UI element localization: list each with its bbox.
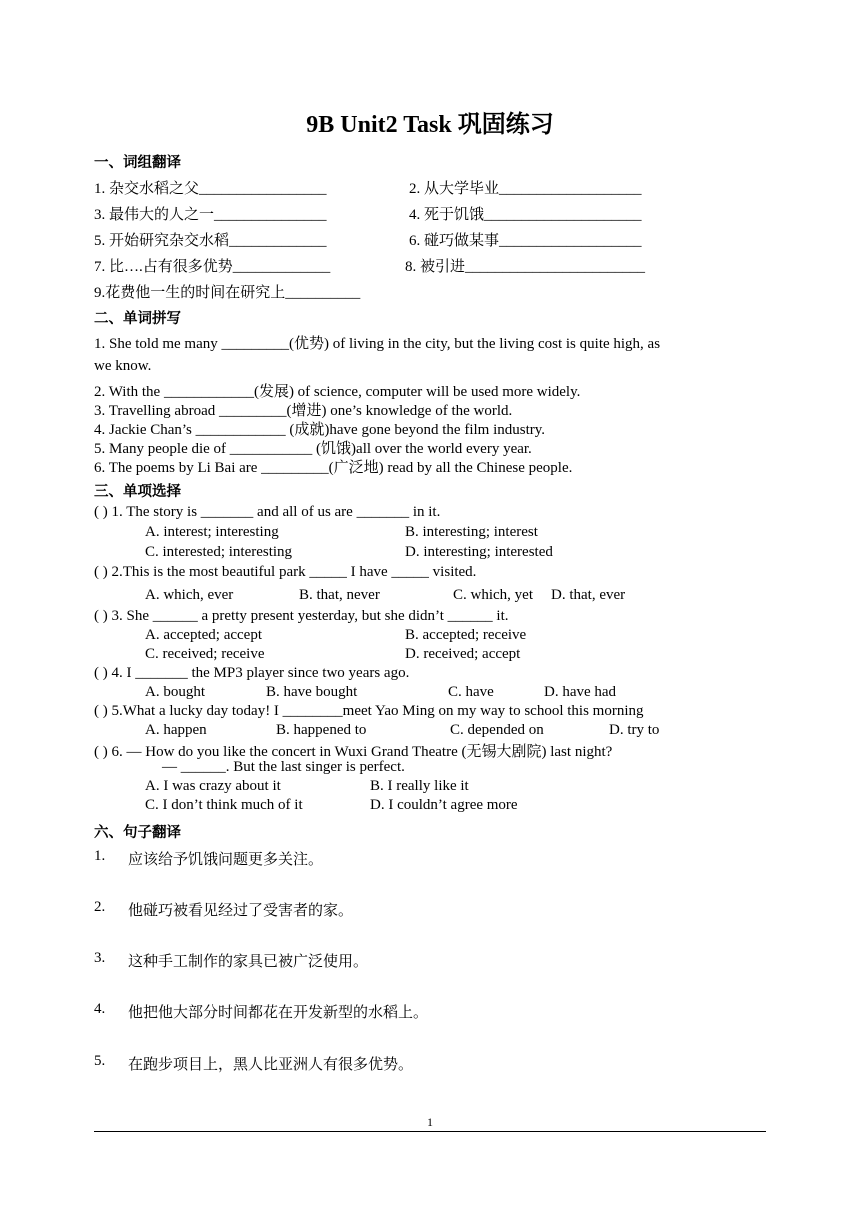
option: A. interest; interesting (145, 524, 279, 540)
option: D. received; accept (405, 646, 521, 662)
option: B. that, never (299, 587, 380, 603)
option: C. I don’t think much of it (145, 797, 303, 813)
phrase-item: 5. 开始研究杂交水稻_____________ (94, 233, 327, 249)
option: C. have (448, 684, 494, 700)
option: A. I was crazy about it (145, 778, 281, 794)
question-stem: ( ) 1. The story is _______ and all of us are _______ in it. (94, 504, 441, 520)
option: D. I couldn’t agree more (370, 797, 518, 813)
phrase-item: 8. 被引进________________________ (405, 259, 646, 275)
option: A. which, ever (145, 587, 234, 603)
option: B. I really like it (370, 778, 469, 794)
option: C. which, yet (453, 587, 533, 603)
option: A. accepted; accept (145, 627, 263, 643)
sentence-number: 4. (94, 1001, 106, 1017)
option: B. happened to (276, 722, 367, 738)
phrase-item: 1. 杂交水稻之父_________________ (94, 181, 327, 197)
option: B. interesting; interest (405, 524, 538, 540)
option: D. interesting; interested (405, 544, 553, 560)
phrase-item: 2. 从大学毕业___________________ (409, 181, 642, 197)
phrase-item: 9.花费他一生的时间在研究上__________ (94, 285, 361, 301)
question-stem: — ______. But the last singer is perfect. (162, 759, 405, 775)
sentence-number: 2. (94, 899, 106, 915)
option: D. try to (609, 722, 660, 738)
question-stem: ( ) 3. She ______ a pretty present yesterday, but she didn’t ______ it. (94, 608, 509, 624)
option: B. have bought (266, 684, 358, 700)
phrase-item: 3. 最伟大的人之一_______________ (94, 207, 327, 223)
section-heading: 一、词组翻译 (94, 155, 181, 171)
spelling-item: 1. She told me many _________(优势) of living in the city, but the living cost is quite high, as (94, 336, 661, 352)
question-stem: ( ) 4. I _______ the MP3 player since two years ago. (94, 665, 410, 681)
spelling-item: 3. Travelling abroad _________(增进) one’s knowledge of the world. (94, 403, 513, 419)
sentence-text: 在跑步项目上，黑人比亚洲人有很多优势。 (128, 1057, 414, 1073)
page-title: 9B Unit2 Task 巩固练习 (306, 112, 554, 138)
sentence-text: 这种手工制作的家具已被广泛使用。 (128, 954, 369, 970)
sentence-number: 1. (94, 848, 106, 864)
option: A. bought (145, 684, 205, 700)
page-number: 1 (427, 1115, 433, 1129)
section-heading: 二、单词拼写 (94, 311, 181, 327)
sentence-text: 他碰巧被看见经过了受害者的家。 (128, 903, 354, 919)
option: C. depended on (450, 722, 544, 738)
question-stem: ( ) 6. — How do you like the concert in Wuxi Grand Theatre (无锡大剧院) last night? (94, 744, 613, 760)
spelling-item: 6. The poems by Li Bai are _________(广泛地) read by all the Chinese people. (94, 460, 573, 476)
option: C. interested; interesting (145, 544, 293, 560)
option: C. received; receive (145, 646, 265, 662)
question-stem: ( ) 2.This is the most beautiful park _____ I have _____ visited. (94, 564, 477, 580)
phrase-item: 7. 比….占有很多优势_____________ (94, 259, 331, 275)
option: D. have had (544, 684, 617, 700)
option: D. that, ever (551, 587, 626, 603)
spelling-item: we know. (94, 358, 152, 374)
spelling-item: 5. Many people die of ___________ (饥饿)all over the world every year. (94, 441, 532, 457)
question-stem: ( ) 5.What a lucky day today! I ________meet Yao Ming on my way to school this morning (94, 703, 644, 719)
spelling-item: 2. With the ____________(发展) of science, computer will be used more widely. (94, 384, 581, 400)
section-heading: 三、单项选择 (94, 484, 181, 500)
section-heading: 六、句子翻译 (94, 825, 181, 841)
phrase-item: 6. 碰巧做某事___________________ (409, 233, 642, 249)
phrase-item: 4. 死于饥饿_____________________ (409, 207, 642, 223)
option: A. happen (145, 722, 207, 738)
sentence-number: 3. (94, 950, 106, 966)
option: B. accepted; receive (405, 627, 527, 643)
footer-divider (94, 1131, 766, 1132)
sentence-text: 他把他大部分时间都花在开发新型的水稻上。 (128, 1005, 429, 1021)
sentence-text: 应该给予饥饿问题更多关注。 (128, 852, 324, 868)
spelling-item: 4. Jackie Chan’s ____________ (成就)have gone beyond the film industry. (94, 422, 546, 438)
sentence-number: 5. (94, 1053, 106, 1069)
